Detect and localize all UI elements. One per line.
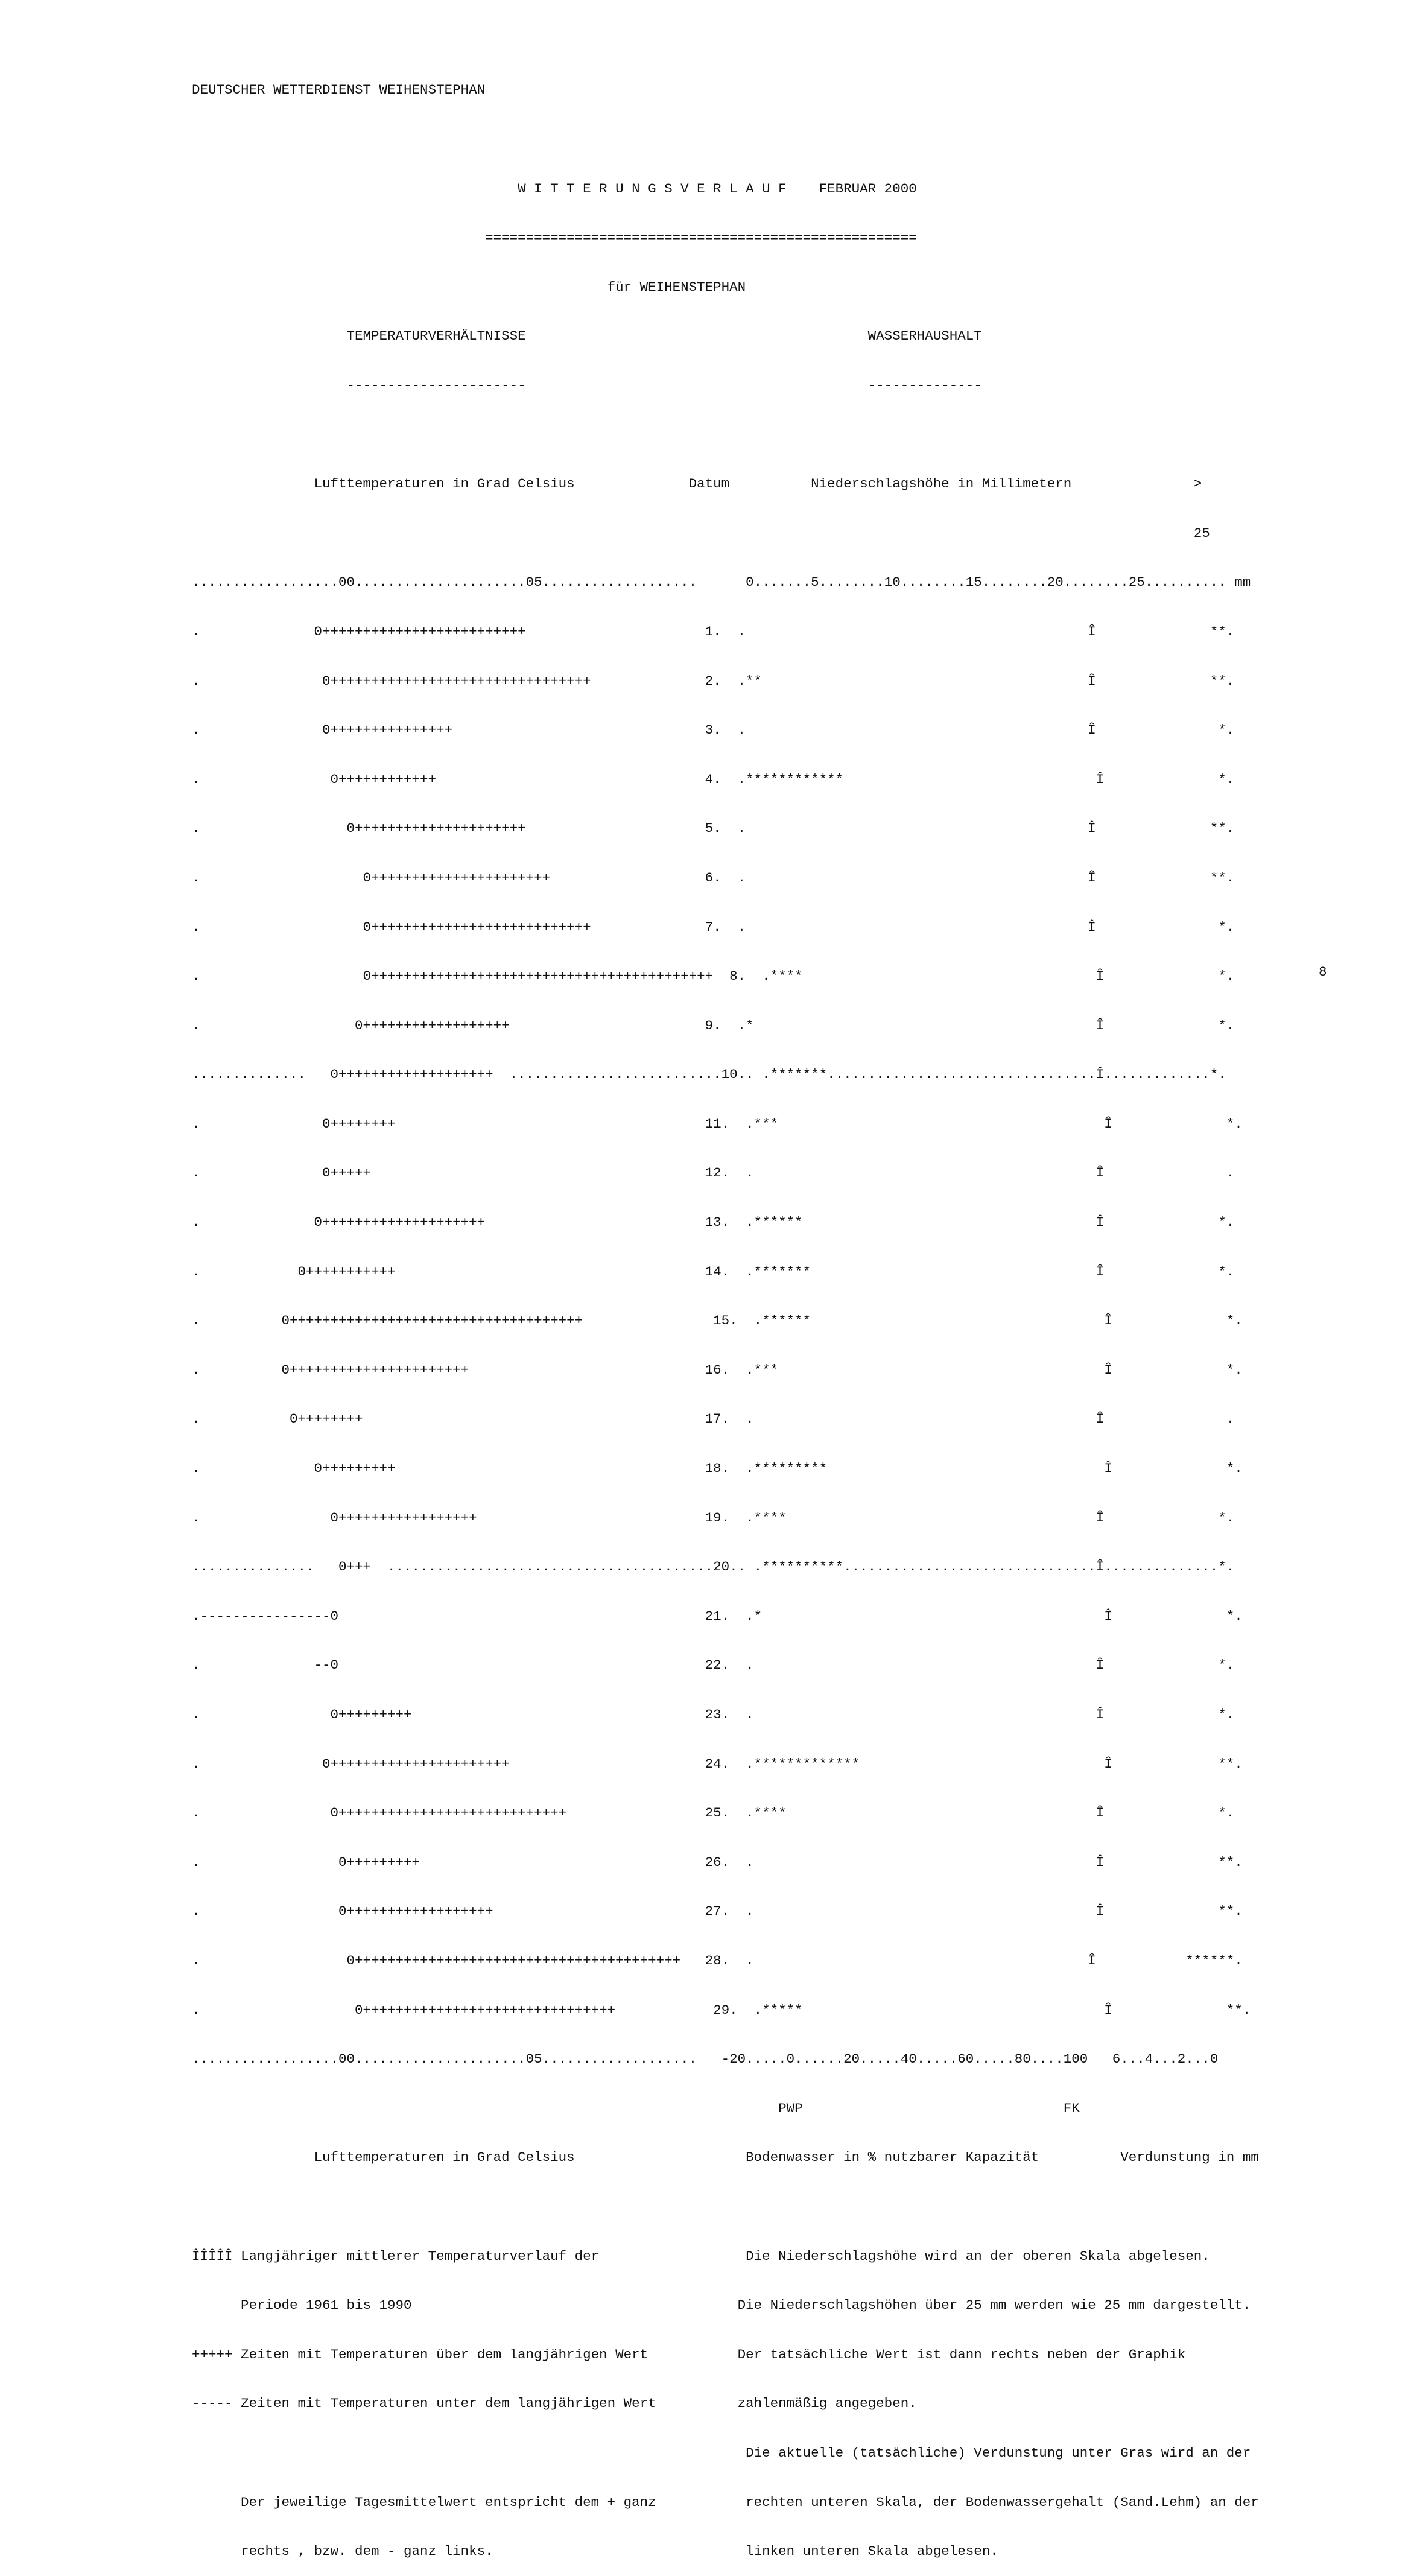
scale-markers: PWP FK	[192, 2100, 1080, 2116]
bottom-scale: ..................00.....................05................... -20.....0......20.....40.....60.....80....100 6...4...2...0	[192, 2051, 1219, 2067]
day-row: . 0+++++++++++++++++++++++++++++++ 29. .***** Î **.	[192, 2002, 1251, 2018]
day-row: . 0++++++++ 17. . Î .	[192, 1411, 1235, 1427]
day-row: . 0++++++++++++++++++++++++++++++++++++ 15. .****** Î *.	[192, 1313, 1243, 1329]
day-row: . 0+++++++++ 23. . Î *.	[192, 1707, 1235, 1722]
title-underline: =====================================================	[192, 230, 917, 246]
legend-line: rechts , bzw. dem - ganz links. linken unteren Skala abgelesen.	[192, 2543, 998, 2560]
legend-line: Der jeweilige Tagesmittelwert entspricht dem + ganz rechten unteren Skala, der Bodenwassergehalt (Sand.Lehm) an der	[192, 2494, 1259, 2510]
day-row: . 0+++++++++++++++++ 19. .**** Î *.	[192, 1509, 1235, 1526]
day-row: . 0++++++++++++++++++++++++++++++++++++++++ 28. . Î ******.	[192, 1952, 1243, 1968]
chart-column-headers: Lufttemperaturen in Grad Celsius Datum Niederschlagshöhe in Millimetern >	[192, 476, 1202, 492]
day-row: . 0+++++++++++++++ 3. . Î *.	[192, 722, 1235, 738]
section-heading-underlines: ---------------------- --------------	[192, 377, 982, 393]
day-row: . --0 22. . Î *.	[192, 1657, 1235, 1673]
blank-line	[192, 2199, 1259, 2215]
day-row: ............... 0+++ ........................................20.. .**********...............................Î..............*.	[192, 1559, 1235, 1575]
legend-line: ÎÎÎÎÎ Langjähriger mittlerer Temperaturverlauf der Die Niederschlagshöhe wird an der oberen Skala abgelesen.	[192, 2248, 1210, 2264]
day-row: . 0++++++++ 11. .*** Î *.	[192, 1115, 1243, 1132]
legend-line: ----- Zeiten mit Temperaturen unter dem langjährigen Wert zahlenmäßig angegeben.	[192, 2396, 917, 2412]
day-row: . 0++++++++++++ 4. .************ Î *.	[192, 771, 1235, 787]
report-location: für WEIHENSTEPHAN	[192, 279, 746, 295]
weather-report-sheet	[192, 49, 1259, 2576]
day-row: . 0+++++++++++++++++++++ 5. . Î **.	[192, 820, 1235, 837]
day-row: . 0+++++ 12. . Î .	[192, 1165, 1235, 1181]
day-row: . 0++++++++++++++++++++++++++++++++ 2. .** Î **.	[192, 673, 1235, 689]
legend-line: Periode 1961 bis 1990 Die Niederschlagshöhen über 25 mm werden wie 25 mm dargestellt.	[192, 2297, 1251, 2314]
top-scale: ..................00.....................05................... 0.......5........10........15........20........25.......... mm	[192, 574, 1251, 591]
report-title: W I T T E R U N G S V E R L A U F FEBRUAR 2000	[192, 180, 917, 197]
day-row: . 0+++++++++++ 14. .******* Î *.	[192, 1263, 1235, 1280]
day-row: . 0++++++++++++++++++++++ 16. .*** Î *.	[192, 1362, 1243, 1378]
day-row: . 0++++++++++++++++++++++ 24. .************* Î **.	[192, 1756, 1243, 1772]
legend-line: Die aktuelle (tatsächliche) Verdunstung unter Gras wird an der	[192, 2444, 1251, 2461]
day-row: . 0++++++++++++++++++++++++++++ 25. .**** Î *.	[192, 1805, 1235, 1821]
day-row: . 0+++++++++++++++++++++++++ 1. . Î **.	[192, 623, 1235, 639]
day-row: .............. 0+++++++++++++++++++ ..........................10.. .*******.................................Î.............*.	[192, 1067, 1226, 1083]
blank-line	[192, 132, 1259, 148]
blank-line	[192, 427, 1259, 443]
day-row: . 0++++++++++++++++++++ 13. .****** Î *.	[192, 1214, 1235, 1231]
page-number: 8	[1319, 964, 1327, 980]
day-row: . 0++++++++++++++++++++++ 6. . Î **.	[192, 869, 1235, 886]
day-row: . 0+++++++++ 18. .********* Î *.	[192, 1461, 1243, 1477]
legend-line: +++++ Zeiten mit Temperaturen über dem langjährigen Wert Der tatsächliche Wert ist dann rechts neben der Graphik	[192, 2346, 1186, 2362]
day-row: .----------------0 21. .* Î *.	[192, 1608, 1243, 1624]
day-row: . 0+++++++++ 26. . Î **.	[192, 1854, 1243, 1870]
day-row: . 0+++++++++++++++++++++++++++ 7. . Î *.	[192, 919, 1235, 935]
day-row: . 0++++++++++++++++++ 27. . Î **.	[192, 1903, 1243, 1920]
day-row: . 0++++++++++++++++++++++++++++++++++++++++++ 8. .**** Î *.	[192, 968, 1235, 985]
chart-footer-labels: Lufttemperaturen in Grad Celsius Bodenwasser in % nutzbarer Kapazität Verdunstung in mm	[192, 2149, 1259, 2166]
header-institution: DEUTSCHER WETTERDIENST WEIHENSTEPHAN	[192, 82, 486, 98]
section-headings: TEMPERATURVERHÄLTNISSE WASSERHAUSHALT	[192, 328, 982, 344]
day-row: . 0++++++++++++++++++ 9. .* Î *.	[192, 1017, 1235, 1033]
precipitation-cap-label: 25	[192, 525, 1210, 541]
